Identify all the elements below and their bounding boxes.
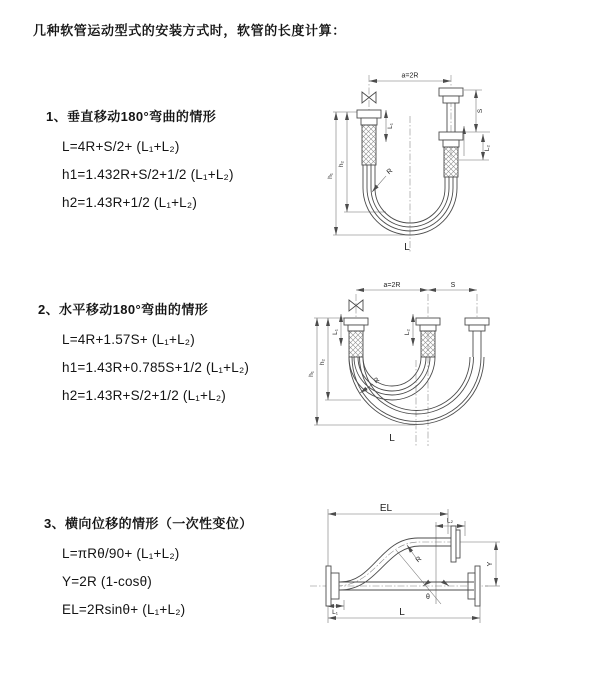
dim-label-h2: h₂	[338, 160, 345, 168]
dim-label-h1: h₁	[327, 173, 334, 179]
flange-fittings	[326, 526, 480, 606]
formula-line: Y=2R (1-cosθ)	[62, 574, 153, 589]
section-3-heading: 3、横向位移的情形（一次性变位）	[44, 516, 253, 531]
formula-line: L=πRθ/90+ (L₁+L₂)	[62, 546, 180, 561]
section-1-formulas	[62, 133, 234, 217]
dim-label-el: EL	[379, 503, 393, 514]
dim-label-theta: θ	[426, 594, 430, 601]
dim-label-r: R	[385, 167, 395, 177]
section-vertical-move	[46, 106, 234, 217]
section-1-heading: 1、垂直移动180°弯曲的情形	[46, 109, 217, 124]
dim-label-l: L	[399, 607, 405, 618]
diagram-horizontal-move-180-bend	[303, 280, 600, 455]
dim-label-l1: L₁	[332, 329, 339, 335]
formula-line: h2=1.43R+1/2 (L₁+L₂)	[62, 195, 198, 210]
section-lateral-displacement	[44, 513, 253, 624]
formula-line: h2=1.43R+S/2+1/2 (L₁+L₂)	[62, 388, 226, 403]
dim-label-l: L	[404, 242, 410, 253]
hose-u-bends	[349, 357, 484, 424]
dim-label-h1: h₁	[308, 371, 315, 377]
formula-line: h1=1.432R+S/2+1/2 (L₁+L₂)	[62, 167, 234, 182]
dimension-lines	[327, 73, 491, 254]
section-2-heading: 2、水平移动180°弯曲的情形	[38, 302, 209, 317]
section-2-formulas	[62, 326, 249, 410]
diagram-vertical-move-180-bend	[306, 64, 591, 259]
dim-label-l: L	[389, 433, 395, 444]
dim-label-r: R	[372, 376, 382, 386]
dim-label-l2: L₂	[484, 144, 491, 152]
dim-label-h2: h₂	[319, 358, 326, 366]
section-3-formulas	[62, 540, 253, 624]
dim-label-a2r: a=2R	[401, 72, 419, 80]
diagram-lateral-displacement	[298, 498, 600, 663]
dim-label-l1: L₁	[332, 609, 338, 616]
dim-label-r: R	[414, 555, 424, 565]
formula-line: L=4R+1.57S+ (L₁+L₂)	[62, 332, 195, 347]
dim-label-l2: L₂	[446, 517, 454, 525]
dim-label-l2: L₂	[404, 328, 411, 336]
formula-line: L=4R+S/2+ (L₁+L₂)	[62, 139, 180, 154]
dim-label-l1: L₁	[387, 123, 394, 129]
dim-label-y: Y	[487, 561, 494, 567]
centerlines	[356, 294, 477, 446]
formula-line: EL=2Rsinθ+ (L₁+L₂)	[62, 602, 186, 617]
dimension-lines	[308, 282, 477, 444]
dim-label-a2r: a=2R	[383, 282, 401, 289]
flange-fittings	[344, 318, 489, 357]
dim-label-s: S	[450, 282, 456, 289]
page-title: 几种软管运动型式的安装方式时，软管的长度计算：	[33, 23, 346, 38]
section-horizontal-move	[38, 299, 249, 410]
formula-line: h1=1.43R+0.785S+1/2 (L₁+L₂)	[62, 360, 250, 375]
dimension-lines	[326, 503, 500, 623]
dim-label-s: S	[477, 108, 484, 114]
braid-sections	[349, 331, 435, 357]
